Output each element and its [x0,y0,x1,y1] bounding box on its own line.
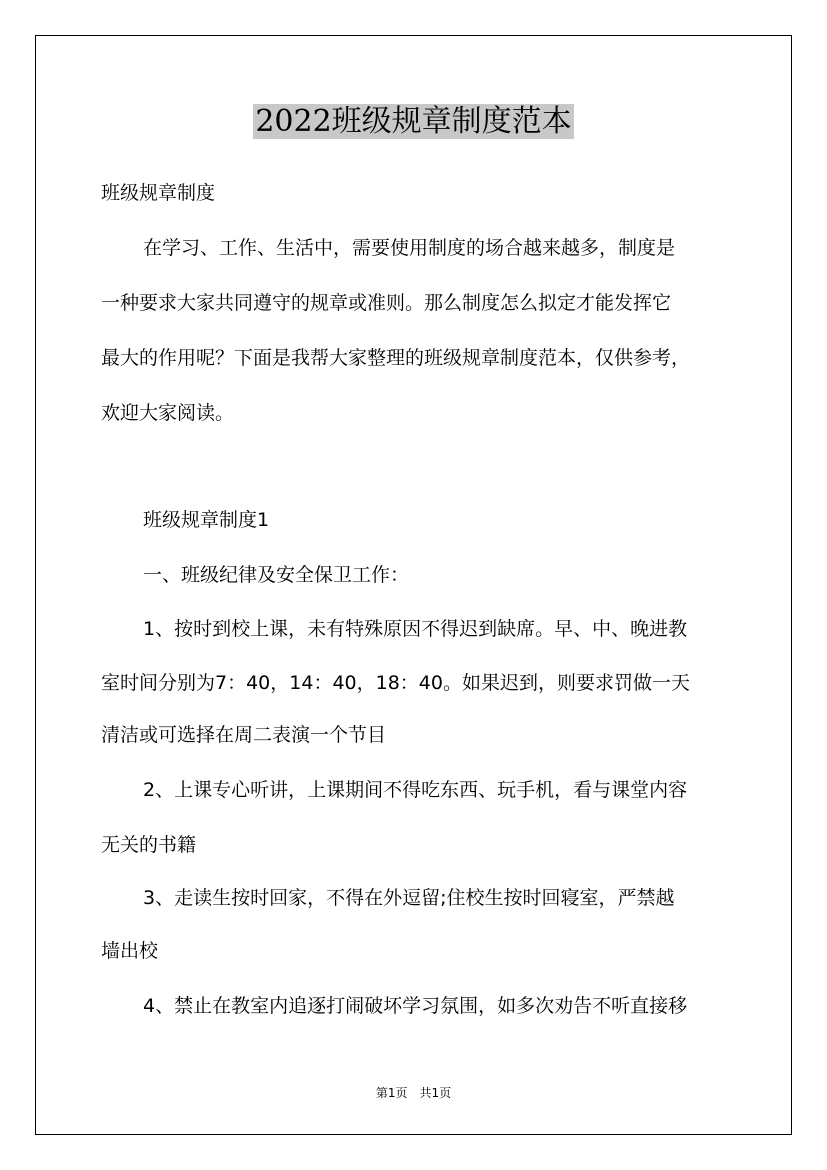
rule-line-1: 1、按时到校上课，未有特殊原因不得迟到缺席。早、中、晚进教 [143,618,688,640]
rule-line-5: 无关的书籍 [101,834,197,856]
rule-line-2: 室时间分别为7：40，14：40，18：40。如果迟到，则要求罚做一天 [101,672,690,694]
intro-line-3: 最大的作用呢？下面是我帮大家整理的班级规章制度范本，仅供参考， [101,347,691,369]
page-footer: 第1页 共1页 [375,1086,452,1100]
document-title [0,100,827,144]
rule-line-7: 墙出校 [101,940,159,962]
rule-line-6: 3、走读生按时回家，不得在外逗留;住校生按时回寝室，严禁越 [143,887,675,909]
intro-line-2: 一种要求大家共同遵守的规章或准则。那么制度怎么拟定才能发挥它 [101,292,672,314]
rule-line-4: 2、上课专心听讲，上课期间不得吃东西、玩手机，看与课堂内容 [143,779,688,801]
section-heading: 班级规章制度1 [143,509,270,531]
rule-line-3: 清洁或可选择在周二表演一个节目 [101,724,387,746]
subtitle: 班级规章制度 [101,182,216,204]
section-subheading: 一、班级纪律及安全保卫工作： [143,564,410,586]
intro-line-1: 在学习、工作、生活中，需要使用制度的场合越来越多，制度是 [143,237,676,259]
rule-line-8: 4、禁止在教室内追逐打闹破坏学习氛围，如多次劝告不听直接移 [143,995,688,1017]
title-text: 2022班级规章制度范本 [255,104,572,139]
intro-line-4: 欢迎大家阅读。 [101,402,235,424]
